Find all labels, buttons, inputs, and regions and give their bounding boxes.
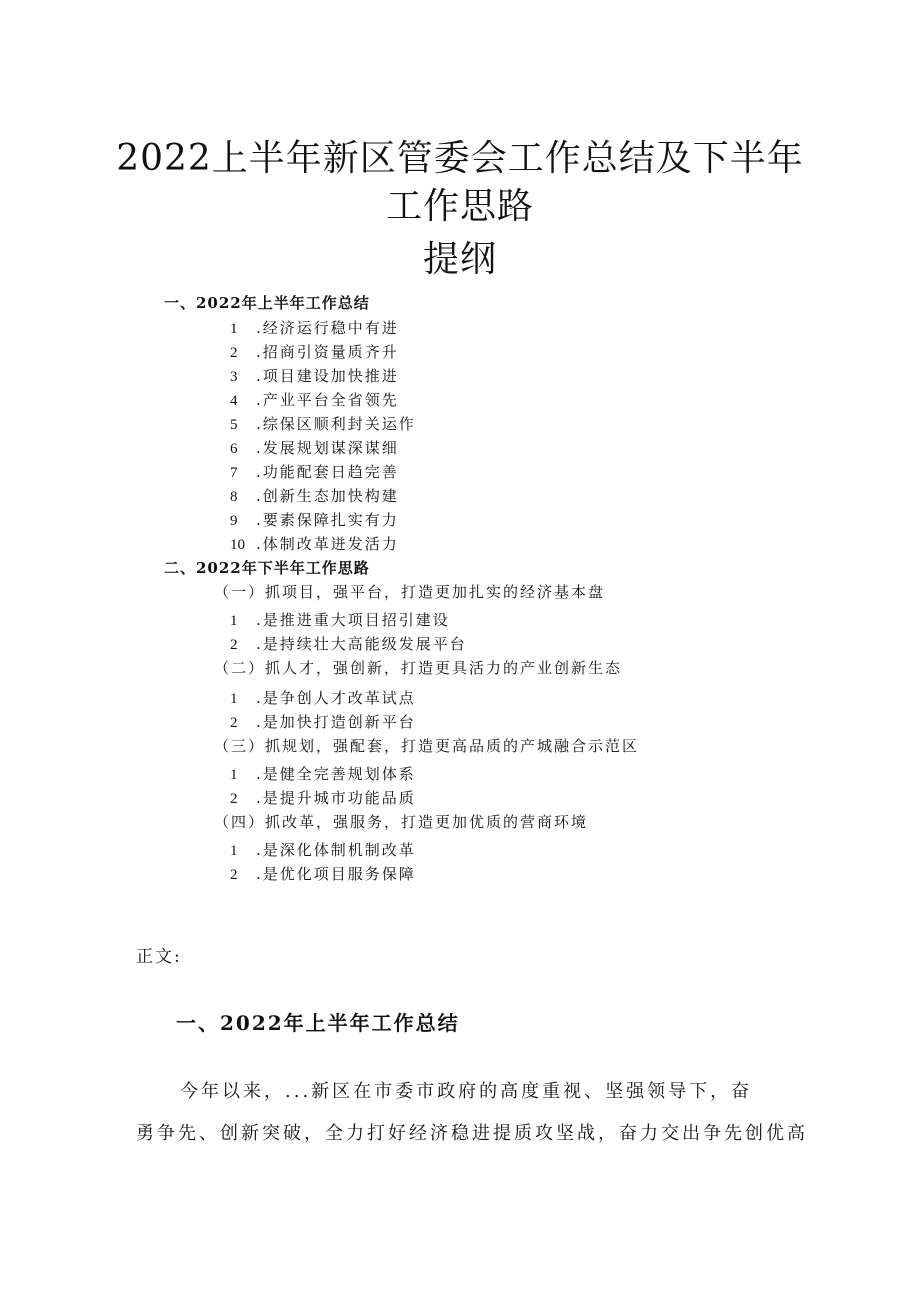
outline-section-2-heading: 二、2022年下半年工作思路 [164, 559, 370, 577]
outline-group-label: （四）抓改革，强服务，打造更加优质的营商环境 [214, 813, 589, 831]
outline-item: 1 .是推进重大项目招引建设 [230, 611, 450, 629]
outline-item: 1 .是争创人才改革试点 [230, 689, 416, 707]
outline-item: 2 .是提升城市功能品质 [230, 789, 416, 807]
outline-item: 8 .创新生态加快构建 [230, 487, 399, 505]
paragraph-line-1: 今年以来，...新区在市委市政府的高度重视、坚强领导下，奋 [180, 1081, 753, 1102]
outline-item: 2 .招商引资量质齐升 [230, 343, 399, 361]
body-label: 正文: [136, 947, 182, 967]
outline-item: 1 .经济运行稳中有进 [230, 319, 399, 337]
document-title-line-2: 工作思路 [385, 186, 534, 227]
outline-item: 5 .综保区顺利封关运作 [230, 415, 416, 433]
outline-item: 1 .是深化体制机制改革 [230, 841, 416, 859]
outline-item: 6 .发展规划谋深谋细 [230, 439, 399, 457]
outline-group-label: （三）抓规划，强配套，打造更高品质的产城融合示范区 [214, 737, 640, 755]
outline-section-1-heading: 一、2022年上半年工作总结 [164, 294, 370, 312]
document-subtitle: 提纲 [422, 239, 497, 280]
outline-item: 7 .功能配套日趋完善 [230, 463, 399, 481]
outline-item: 4 .产业平台全省领先 [230, 391, 399, 409]
outline-item: 10 .体制改革迸发活力 [230, 535, 399, 553]
body-section-heading: 一、2022年上半年工作总结 [176, 1011, 460, 1035]
outline-item: 2 .是加快打造创新平台 [230, 713, 416, 731]
outline-item: 2 .是优化项目服务保障 [230, 865, 416, 883]
paragraph-line-2: 勇争先、创新突破，全力打好经济稳进提质攻坚战，奋力交出争先创优高 [136, 1123, 808, 1144]
outline-group-label: （二）抓人才，强创新，打造更具活力的产业创新生态 [214, 659, 623, 677]
outline-item: 9 .要素保障扎实有力 [230, 511, 399, 529]
outline-item: 3 .项目建设加快推进 [230, 367, 399, 385]
document-title-line-1: 2022上半年新区管委会工作总结及下半年 [116, 138, 804, 179]
outline-group-label: （一）抓项目，强平台，打造更加扎实的经济基本盘 [214, 583, 606, 601]
outline-item: 2 .是持续壮大高能级发展平台 [230, 635, 467, 653]
outline-item: 1 .是健全完善规划体系 [230, 765, 416, 783]
